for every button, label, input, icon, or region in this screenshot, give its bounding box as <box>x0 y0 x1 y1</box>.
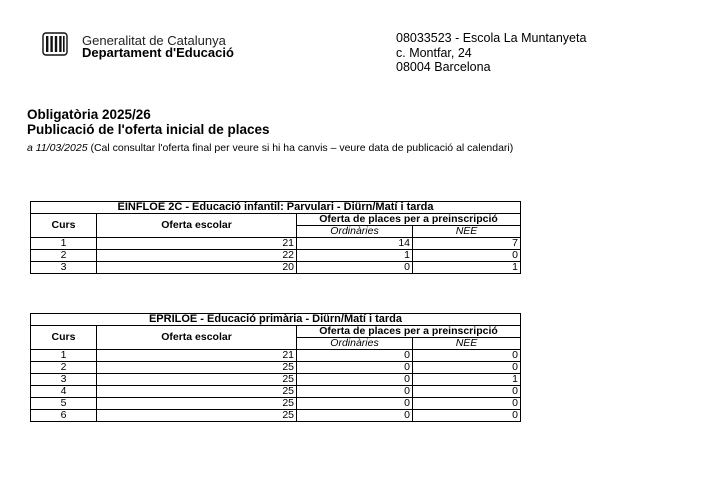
col-header-nee: NEE <box>413 338 521 350</box>
table-row <box>31 386 521 398</box>
offer-table-primaria <box>30 313 521 422</box>
cell-nee: 0 <box>413 386 521 398</box>
offer-table-infantil <box>30 201 521 274</box>
address-line: c. Montfar, 24 <box>396 45 472 60</box>
cell-ordinaries: 14 <box>297 238 413 250</box>
col-header-group: Oferta de places per a preinscripció <box>297 214 521 226</box>
col-header-ordinaries: Ordinàries <box>297 226 413 238</box>
address-line: 08033523 - Escola La Muntanyeta <box>396 31 587 45</box>
cell-nee: 0 <box>413 410 521 422</box>
table-row <box>31 410 521 422</box>
cell-ordinaries: 0 <box>297 410 413 422</box>
col-header-ordinaries: Ordinàries <box>297 338 413 350</box>
col-header-group: Oferta de places per a preinscripció <box>297 326 521 338</box>
cell-ordinaries: 0 <box>297 386 413 398</box>
cell-curs: 3 <box>31 262 97 274</box>
page-title: Obligatòria 2025/26 <box>27 107 151 122</box>
col-header-curs: Curs <box>31 326 97 350</box>
cell-ordinaries: 1 <box>297 250 413 262</box>
cell-curs: 4 <box>31 386 97 398</box>
cell-ordinaries: 0 <box>297 374 413 386</box>
cell-ordinaries: 0 <box>297 350 413 362</box>
cell-oferta: 21 <box>97 238 297 250</box>
cell-nee: 0 <box>413 250 521 262</box>
page-subtitle: Publicació de l'oferta inicial de places <box>27 122 270 137</box>
generalitat-logo-icon <box>42 32 68 56</box>
cell-ordinaries: 0 <box>297 262 413 274</box>
table-row <box>31 362 521 374</box>
table-row <box>31 398 521 410</box>
cell-curs: 1 <box>31 350 97 362</box>
org-name: Generalitat de Catalunya <box>82 33 226 48</box>
cell-nee: 7 <box>413 238 521 250</box>
col-header-curs: Curs <box>31 214 97 238</box>
col-header-oferta: Oferta escolar <box>97 326 297 350</box>
cell-nee: 1 <box>413 374 521 386</box>
cell-curs: 2 <box>31 362 97 374</box>
department-name: Departament d'Educació <box>82 45 234 60</box>
cell-curs: 6 <box>31 410 97 422</box>
cell-oferta: 25 <box>97 362 297 374</box>
col-header-oferta: Oferta escolar <box>97 214 297 238</box>
table-title: EPRILOE - Educació primària - Diürn/Matí i tarda <box>31 314 521 326</box>
cell-nee: 1 <box>413 262 521 274</box>
table-row <box>31 262 521 274</box>
cell-nee: 0 <box>413 362 521 374</box>
cell-ordinaries: 0 <box>297 362 413 374</box>
cell-oferta: 25 <box>97 398 297 410</box>
table-row <box>31 238 521 250</box>
school-address <box>396 31 586 75</box>
cell-nee: 0 <box>413 398 521 410</box>
col-header-nee: NEE <box>413 226 521 238</box>
date-note <box>27 142 513 154</box>
cell-curs: 3 <box>31 374 97 386</box>
cell-curs: 1 <box>31 238 97 250</box>
cell-oferta: 20 <box>97 262 297 274</box>
cell-oferta: 21 <box>97 350 297 362</box>
cell-oferta: 25 <box>97 374 297 386</box>
cell-curs: 2 <box>31 250 97 262</box>
table-row <box>31 250 521 262</box>
address-line: 08004 Barcelona <box>396 60 491 74</box>
note-text: (Cal consultar l'oferta final per veure si hi ha canvis – veure data de publicació al calendari) <box>87 142 514 154</box>
table-title: EINFLOE 2C - Educació infantil: Parvulari - Diürn/Matí i tarda <box>31 202 521 214</box>
cell-oferta: 25 <box>97 386 297 398</box>
cell-curs: 5 <box>31 398 97 410</box>
note-date: a 11/03/2025 <box>27 142 88 154</box>
cell-oferta: 22 <box>97 250 297 262</box>
cell-oferta: 25 <box>97 410 297 422</box>
cell-nee: 0 <box>413 350 521 362</box>
cell-ordinaries: 0 <box>297 398 413 410</box>
table-row <box>31 374 521 386</box>
table-row <box>31 350 521 362</box>
